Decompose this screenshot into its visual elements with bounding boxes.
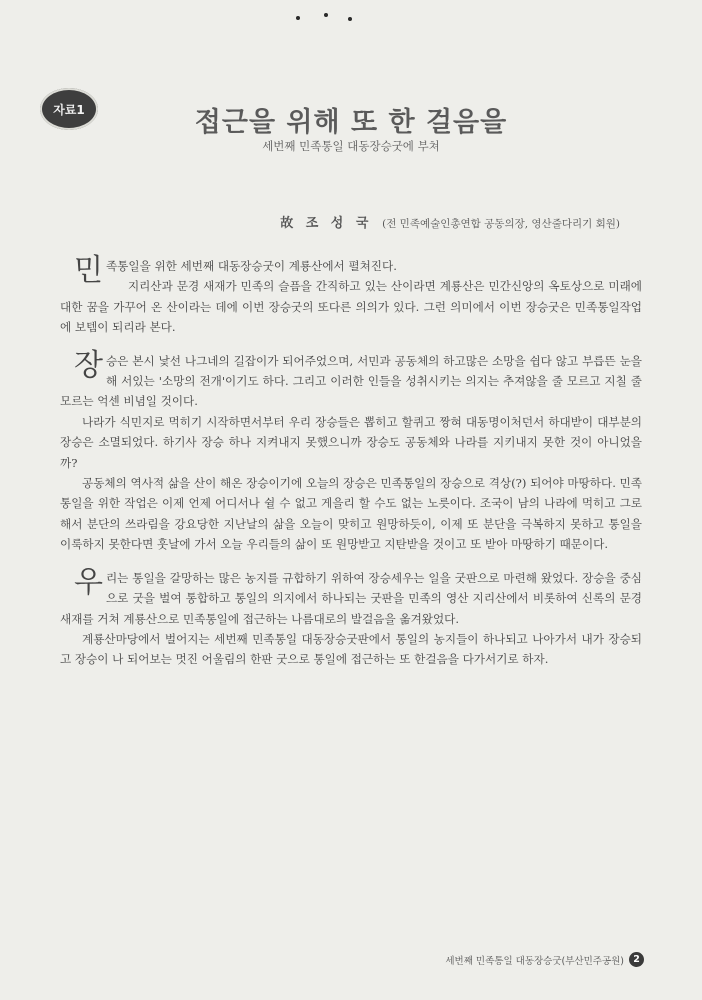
page-subtitle: 세번째 민족통일 대동장승굿에 부쳐 [262, 139, 440, 153]
author-affiliation: (전 민족예술인총연합 공동의장, 영산줄다리기 회원) [382, 218, 620, 230]
page-footer [445, 952, 644, 967]
paragraph-text: 리는 통일을 갈망하는 많은 농지를 규합하기 위하여 장승세우는 일을 굿판으로 마련해 왔었다. 장승을 중심으로 굿을 벌여 통합하고 통일의 의지에서 하나되는 굿판을 민족의 영산 지리산에서 비롯하여 신록의 문경새재를 거쳐 계룡산으로 민족통일에 접근하는 나름대로의 발걸음을 옮겨왔었다. [60, 570, 642, 626]
paragraph [60, 412, 642, 473]
paragraph-text: 계룡산마당에서 벌어지는 세번째 민족통일 대동장승굿판에서 통일의 농지들이 하나되고 나아가서 내가 장승되고 장승이 나 되어보는 멋진 어울림의 한판 굿으로 통일에 접근하는 또 한걸음을 다가서기로 하자. [60, 631, 642, 667]
paragraph-text: 나라가 식민지로 먹히기 시작하면서부터 우리 장승들은 뽑히고 할퀴고 짱혀 대동명이처던서 하대받이 대부분의 장승은 소멸되었다. 하기사 장승 하나 지켜내지 못했으니까 장승도 공동체와 나라를 지키내지 못한 것이 아니었을까? [60, 414, 642, 470]
paragraph [60, 629, 642, 670]
footer-text: 세번째 민족통일 대동장승굿(부산민주공원) [445, 955, 624, 967]
paragraph-text: 공동체의 역사적 삶을 산이 해온 장승이기에 오늘의 장승은 민족통일의 장승으로 격상(?) 되어야 마땅하다. 민족통일을 위한 작업은 이제 언제 어디서나 쉴 수 없고 게을리 할 수도 없는 노릇이다. 조국이 남의 나라에 먹히고 그로 해서 분단의 쓰라림을 강요당한 지난날의 삶을 오늘이 맞히고 원망하듯이, 이제 또 분단을 극복하지 못하고 통일을 이룩하지 못한다면 훗날에 가서 오늘 우리들의 삶이 또 원망받고 지탄받을 것이고 또 받아 마땅하기 때문이다. [60, 476, 642, 552]
paragraph [60, 276, 642, 337]
author-line [280, 212, 620, 231]
paragraph-text: 족통일을 위한 세번째 대동장승굿이 계룡산에서 펼쳐진다. [105, 259, 397, 273]
paragraph [60, 253, 642, 288]
paragraph [60, 564, 642, 629]
drop-cap: 장 [74, 347, 103, 383]
page-title: 접근을 위해 또 한 걸음을 [194, 107, 508, 138]
punch-marks [296, 13, 356, 21]
paragraph-text: 승은 본시 낯선 나그네의 길잡이가 되어주었으며, 서민과 공동체의 하고많은 소망을 쉽다 않고 부릅뜬 눈을 해 서있는 '소망의 전개'이기도 하다. 그리고 이러한 인들을 성취시키는 의지는 추져않을 줄 모르고 지칠 줄 모르는 억센 비념일 것이다. [60, 353, 642, 409]
paragraph-text: 지리산과 문경 새재가 민족의 슬픔을 간직하고 있는 산이라면 계룡산은 민간신앙의 옥토상으로 미래에 대한 꿈을 가꾸어 온 산이라는 데에 이번 장승굿의 또다른 의의가 있다. 그런 의미에서 이번 장승굿은 민족통일작업에 보템이 되리라 본다. [60, 279, 642, 335]
paragraph [60, 473, 642, 555]
page-number: 2 [629, 952, 644, 967]
drop-cap: 민 [74, 253, 103, 288]
paragraph [60, 347, 642, 412]
punch-mark [348, 17, 352, 21]
section-badge: 자료1 [40, 88, 98, 130]
punch-mark [324, 13, 328, 17]
author-name: 故 조 성 국 [280, 216, 373, 231]
article-body [60, 253, 642, 670]
punch-mark [296, 16, 300, 20]
drop-cap: 우 [74, 564, 103, 600]
